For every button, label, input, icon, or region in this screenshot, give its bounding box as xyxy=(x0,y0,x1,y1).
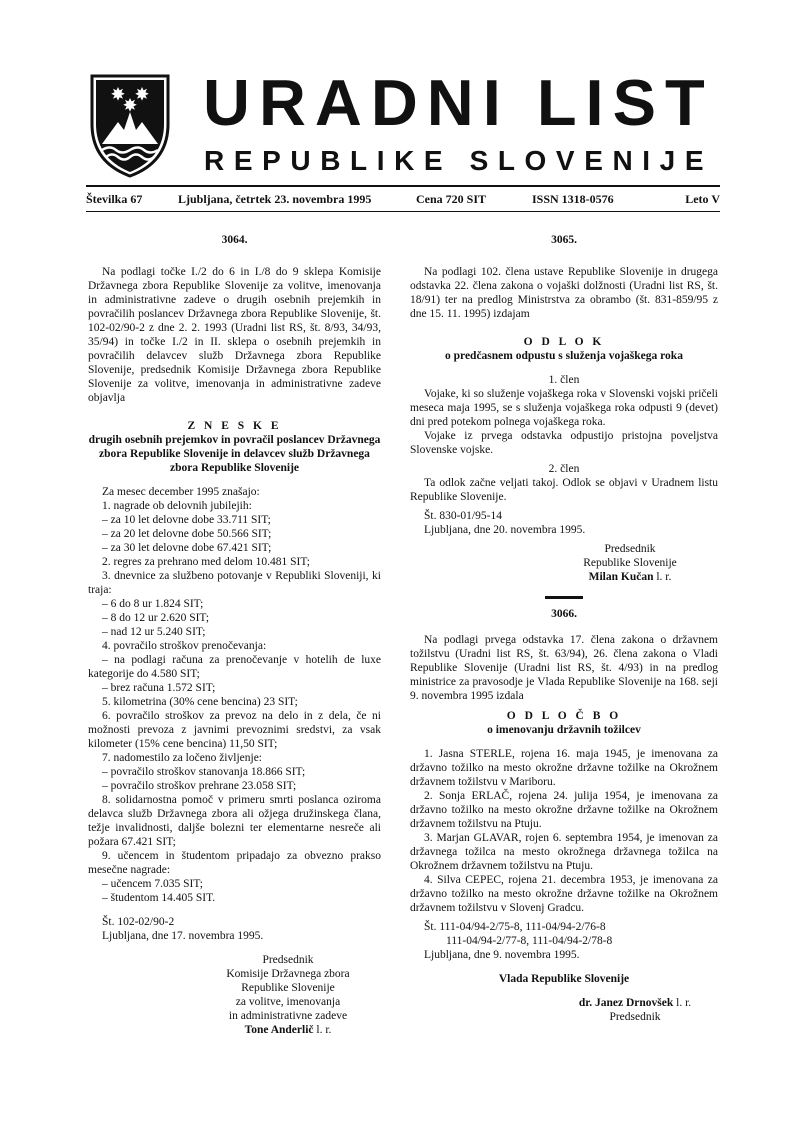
amount-list-item: – 8 do 12 ur 2.620 SIT; xyxy=(102,612,210,624)
issue-price: Cena 720 SIT xyxy=(416,192,487,206)
signature-block xyxy=(550,542,710,584)
document-place-date: Ljubljana, dne 9. novembra 1995. xyxy=(424,949,580,961)
signature-name: dr. Janez Drnovšek xyxy=(578,997,674,1009)
signature-name: Tone Anderlič xyxy=(244,1024,314,1036)
document-subheading: drugih osebnih prejemkov in povračil poslancev Državnega zbora Republike Slovenije in delavcev služb Državnega zbora Republike Slovenije xyxy=(88,434,381,474)
document-number: 3064. xyxy=(221,234,248,246)
document-heading: O D L O K xyxy=(523,336,605,348)
right-column xyxy=(410,221,718,1024)
amount-list-item: – študentom 14.405 SIT. xyxy=(102,892,216,904)
amount-list-item: 6. povračilo stroškov za prevoz na delo in z dela, če ni možnosti prevoza z javnimi prevoznimi sredstvi, za vsak kilometer (15% cene bencina) 11,50 SIT; xyxy=(88,710,381,750)
amount-list-item: – za 30 let delovne dobe 67.421 SIT; xyxy=(102,542,272,554)
document-heading: Z N E S K E xyxy=(187,420,282,432)
signature-suffix: l. r. xyxy=(313,1024,332,1036)
decision-paragraph: 3. Marjan GLAVAR, rojen 6. septembra 1954, je imenovan za državnega tožilca na mesto okrožnega državnega tožilca na Okrožnem državnem tožilstvu na Ptuju. xyxy=(410,832,718,872)
document-intro: Na podlagi prvega odstavka 17. člena zakona o državnem tožilstvu (Uradni list RS, št. 63/94), 26. člena zakona o Vladi Republike Slovenije (Uradni list RS, št. 4/93) in na predlog ministrice za pravosodje je Vlada Republike Slovenije na 168. seji 9. novembra 1995 izdala xyxy=(410,634,718,702)
amount-list-item: 4. povračilo stroškov prenočevanja: xyxy=(102,640,267,652)
issue-issn: ISSN 1318-0576 xyxy=(532,192,614,206)
document-place-date: Ljubljana, dne 17. novembra 1995. xyxy=(102,930,264,942)
document-reference: Št. 111-04/94-2/75-8, 111-04/94-2/76-8 xyxy=(424,921,606,933)
document-number: 3065. xyxy=(551,234,577,246)
issuer: Vlada Republike Slovenije xyxy=(498,973,630,985)
signature-block xyxy=(560,996,710,1024)
amounts-list xyxy=(88,485,381,905)
document-subheading: o imenovanju državnih tožilcev xyxy=(487,724,641,736)
article-paragraph: Vojake iz prvega odstavka odpustijo pristojna poveljstva Slovenske vojske. xyxy=(410,430,718,456)
amount-list-item: 7. nadomestilo za ločeno življenje: xyxy=(102,752,262,764)
issue-number: Številka 67 xyxy=(86,192,143,206)
masthead-rule xyxy=(86,185,720,187)
signature-name-line xyxy=(550,570,710,584)
issue-date: Ljubljana, četrtek 23. novembra 1995 xyxy=(178,192,372,206)
decision-paragraph: 4. Silva CEPEC, rojena 21. decembra 1953, je imenovana za državno tožilko na mesto okrožne državne tožilke na Okrožnem državnem tožilstvu v Slovenj Gradcu. xyxy=(410,874,718,914)
document-reference-cont: 111-04/94-2/77-8, 111-04/94-2/78-8 xyxy=(446,935,613,947)
amount-list-item: – povračilo stroškov prehrane 23.058 SIT; xyxy=(102,780,297,792)
article-paragraph: Ta odlok začne veljati takoj. Odlok se objavi v Uradnem listu Republike Slovenije. xyxy=(410,477,718,503)
decision-paragraph: 1. Jasna STERLE, rojena 16. maja 1945, je imenovana za državno tožilko na mesto okrožne državne tožilke na Okrožnem državnem tožilstvu v Mariboru. xyxy=(410,748,718,788)
article-heading: 2. člen xyxy=(548,463,580,475)
amount-list-item: 2. regres za prehrano med delom 10.481 SIT; xyxy=(102,556,310,568)
signature-suffix: l. r. xyxy=(673,997,692,1009)
amount-list-item: 3. dnevnice za službeno potovanje v Republiki Sloveniji, ki traja: xyxy=(88,570,381,596)
amount-list-item: 5. kilometrina (30% cene bencina) 23 SIT; xyxy=(102,696,298,708)
masthead-title: URADNI LIST xyxy=(203,66,714,139)
document-subheading: o predčasnem odpustu s služenja vojaškega roka xyxy=(445,350,683,362)
signature-role: Predsednik xyxy=(604,543,656,555)
amount-list-item: 8. solidarnostna pomoč v primeru smrti poslanca oziroma delavca služb Državnega zbora ali ožjega družinskega člana, težje invalidnosti, daljše bolezni ter elementarne nesreče ali požara 67.421 SIT; xyxy=(88,794,381,848)
amount-list-item: – za 20 let delovne dobe 50.566 SIT; xyxy=(102,528,272,540)
left-column xyxy=(88,221,381,1037)
signature-line: Republike Slovenije xyxy=(583,557,677,569)
masthead-subtitle: REPUBLIKE SLOVENIJE xyxy=(204,145,714,176)
document-reference: Št. 102-02/90-2 xyxy=(102,916,175,928)
signature-role: Predsednik xyxy=(609,1011,661,1023)
decision-paragraph: 2. Sonja ERLAČ, rojena 24. julija 1954, je imenovana za državno tožilko na mesto okrožne državne tožilke na Okrožnem državnem tožilstvu na Ptuju. xyxy=(410,790,718,830)
amount-list-item: – nad 12 ur 5.240 SIT; xyxy=(102,626,206,638)
amount-list-item: 1. nagrade ob delovnih jubilejih: xyxy=(102,500,252,512)
issue-year: Leto V xyxy=(685,192,720,206)
document-heading: O D L O Č B O xyxy=(506,710,622,722)
amount-list-item: 9. učencem in študentom pripadajo za obvezno prakso mesečne nagrade: xyxy=(88,850,381,876)
signature-name-line xyxy=(188,1023,388,1037)
slovenian-coat-of-arms-icon xyxy=(88,74,172,178)
info-bar-rule xyxy=(86,211,720,212)
amount-list-item: – za 10 let delovne dobe 33.711 SIT; xyxy=(102,514,271,526)
amount-list-item: – učencem 7.035 SIT; xyxy=(102,878,203,890)
document-place-date: Ljubljana, dne 20. novembra 1995. xyxy=(424,524,586,536)
amount-list-item: – brez računa 1.572 SIT; xyxy=(102,682,216,694)
section-separator xyxy=(545,596,583,599)
amount-list-item: – povračilo stroškov stanovanja 18.866 SIT; xyxy=(102,766,306,778)
signature-block xyxy=(188,953,388,1037)
signature-name-line xyxy=(560,996,710,1010)
amount-list-item: Za mesec december 1995 znašajo: xyxy=(102,486,260,498)
document-intro: Na podlagi 102. člena ustave Republike Slovenije in drugega odstavka 22. člena zakona o vojaški dolžnosti (Uradni list RS, št. 18/91) ter na predlog Ministrstva za obrambo (št. 831-859/95 z dne 15. 11. 1995) izdajam xyxy=(410,266,718,320)
article-paragraph: Vojake, ki so služenje vojaškega roka v Slovenski vojski pričeli meseca maja 1995, se s služenja vojaškega roka odpusti 9 (devet) dni pred potekom polnega vojaškega roka. xyxy=(410,388,718,428)
document-intro: Na podlagi točke I./2 do 6 in I./8 do 9 sklepa Komisije Državnega zbora Republike Slovenije za volitve, imenovanja in administrativne zadeve o drugih osebnih prejemkih in povračilih poslancev Državnega zbora Republike Slovenije, št. 102-02/90-2 z dne 2. 2. 1993 (Uradni list RS, št. 8/93, 34/93, 35/94) in točke I./2 in II. sklepa o osebnih prejemkih in povračilih delavcev služb Državnega zbora Republike Slovenije, predsednik Komisije Državnega zbora Republike Slovenije za volitve, imenovanja in administrativne zadeve objavlja xyxy=(88,266,381,404)
document-reference: Št. 830-01/95-14 xyxy=(424,510,502,522)
amount-list-item: – 6 do 8 ur 1.824 SIT; xyxy=(102,598,204,610)
signature-line: za volitve, imenovanja xyxy=(235,996,341,1008)
signature-role: Predsednik xyxy=(262,954,314,966)
signature-line: Komisije Državnega zbora xyxy=(226,968,350,980)
signature-suffix: l. r. xyxy=(653,571,672,583)
article-heading: 1. člen xyxy=(548,374,580,386)
signature-name: Milan Kučan xyxy=(588,571,654,583)
document-number: 3066. xyxy=(551,608,577,620)
signature-line: Republike Slovenije xyxy=(241,982,335,994)
amount-list-item: – na podlagi računa za prenočevanje v hotelih de luxe kategorije do 4.580 SIT; xyxy=(88,654,381,680)
signature-line: in administrativne zadeve xyxy=(228,1010,348,1022)
